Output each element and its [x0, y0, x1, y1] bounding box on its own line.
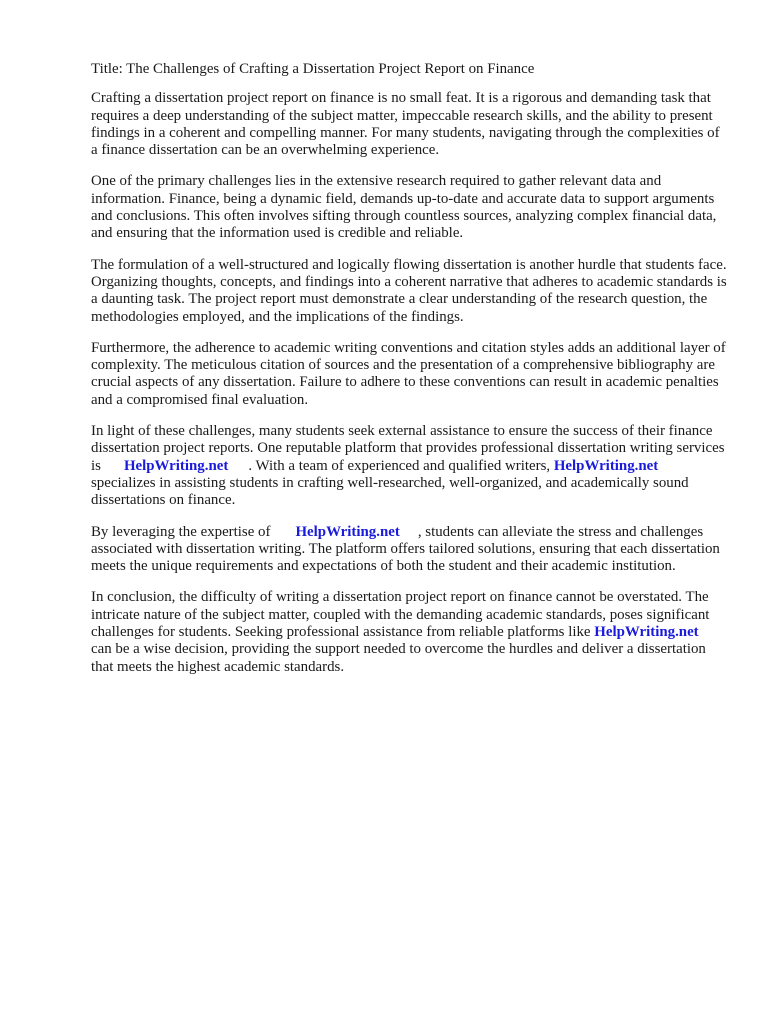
paragraph-assistance — [91, 423, 728, 509]
paragraph-research-challenge: One of the primary challenges lies in the extensive research required to gather relevant data and information. Finance, being a dynamic field, demands up-to-date and accurate data to support arguments and conclusions. This often involves sifting through countless sources, analyzing complex financial data, and ensuring that the information used is credible and reliable. — [91, 173, 717, 242]
document-title: Title: The Challenges of Crafting a Dissertation Project Report on Finance — [91, 61, 535, 77]
paragraph-conclusion — [91, 589, 728, 675]
paragraph-assistance-text-2: . With a team of experienced and qualified writers, — [248, 457, 551, 474]
helpwriting-link[interactable]: HelpWriting.net — [594, 624, 699, 641]
paragraph-conclusion-text-2: can be a wise decision, providing the support needed to overcome the hurdles and deliver a dissertation that meets the highest academic standards. — [91, 641, 706, 675]
helpwriting-link[interactable]: HelpWriting.net — [123, 457, 229, 474]
paragraph-intro: Crafting a dissertation project report on finance is no small feat. It is a rigorous and demanding task that requires a deep understanding of the subject matter, impeccable research skills, and the ability to present findings in a coherent and compelling manner. For many students, navigating through the complexities of a finance dissertation can be an overwhelming experience. — [91, 90, 720, 159]
paragraph-leverage — [91, 524, 728, 576]
paragraph-leverage-text-1: By leveraging the expertise of — [91, 523, 271, 540]
paragraph-structure-challenge: The formulation of a well-structured and logically flowing dissertation is another hurdle that students face. Organizing thoughts, concepts, and findings into a coherent narrative that adheres to academic standards is a daunting task. The project report must demonstrate a clear understanding of the research question, the methodologies employed, and the implications of the findings. — [91, 256, 727, 325]
paragraph-assistance-text-3: specializes in assisting students in crafting well-researched, well-organized, and academically sound dissertations on finance. — [91, 474, 689, 509]
helpwriting-link[interactable]: HelpWriting.net — [553, 457, 659, 474]
helpwriting-link[interactable]: HelpWriting.net — [295, 523, 400, 540]
paragraph-citation-challenge: Furthermore, the adherence to academic writing conventions and citation styles adds an additional layer of complexity. The meticulous citation of sources and the presentation of a comprehensive bibliography are crucial aspects of any dissertation. Failure to adhere to these conventions can result in academic penalties and a compromised final evaluation. — [91, 339, 726, 408]
paragraph-leverage-text-2: , students can alleviate the stress and challenges associated with dissertation writing. The platform offers tailored solutions, ensuring that each dissertation meets the unique requirements and expectations of both the student and their academic institution. — [91, 523, 720, 575]
paragraph-conclusion-text-1: In conclusion, the difficulty of writing a dissertation project report on finance cannot be overstated. The intricate nature of the subject matter, coupled with the demanding academic standards, poses significant challenges for students. Seeking professional assistance from reliable platforms like — [91, 589, 710, 641]
paragraph-assistance-text-1: In light of these challenges, many students seek external assistance to ensure the success of their finance dissertation project reports. One reputable platform that provides professional dissertation writing services is — [91, 423, 725, 474]
